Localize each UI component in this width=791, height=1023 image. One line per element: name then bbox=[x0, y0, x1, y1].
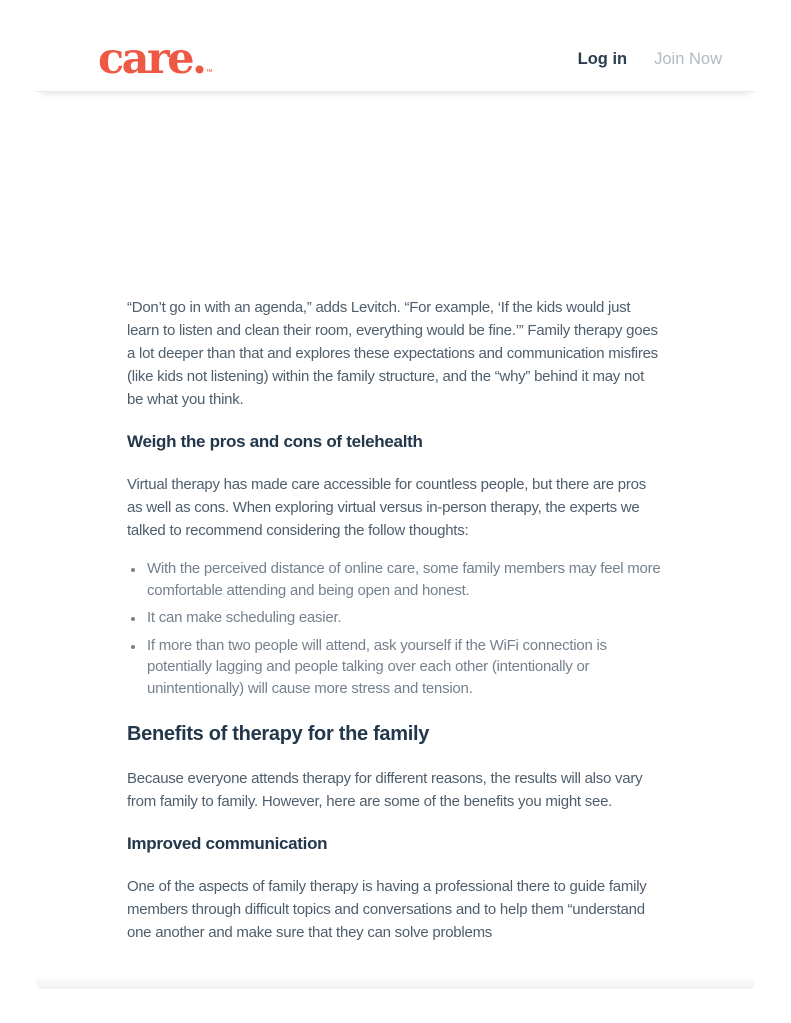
care-logo-text: care. bbox=[98, 33, 205, 84]
article-body bbox=[127, 92, 664, 944]
bottom-section-divider bbox=[36, 977, 755, 989]
section-heading-communication: Improved communication bbox=[127, 834, 328, 853]
section-heading-benefits: Benefits of therapy for the family bbox=[127, 723, 430, 745]
telehealth-considerations-list bbox=[127, 558, 664, 699]
list-item: • It can make scheduling easier. bbox=[145, 607, 664, 629]
list-item: • With the perceived distance of online care, some family members may feel more comfortable attending and being open and honest. bbox=[145, 558, 664, 601]
article-paragraph-levitch-quote: “Don’t go in with an agenda,” adds Levitch. “For example, ‘If the kids would just learn to listen and clean their room, everything would be fine.’” Family therapy goes a lot deeper than that and explores these expectations and communication misfires (like kids not listening) within the family structure, and the “why” behind it may not be what you think. bbox=[127, 299, 658, 408]
login-link[interactable]: Log in bbox=[577, 50, 628, 68]
join-now-link[interactable]: Join Now bbox=[654, 50, 722, 68]
article-paragraph-virtual-therapy: Virtual therapy has made care accessible for countless people, but there are pros as well as cons. When exploring virtual versus in-person therapy, the experts we talked to recommend considering the follow thoughts: bbox=[127, 476, 646, 539]
trademark-symbol: ™ bbox=[205, 69, 213, 77]
care-logo[interactable] bbox=[98, 33, 213, 84]
article-paragraph-benefits: Because everyone attends therapy for different reasons, the results will also vary from family to family. However, here are some of the benefits you might see. bbox=[127, 770, 643, 810]
site-header bbox=[36, 0, 755, 92]
list-item: • If more than two people will attend, ask yourself if the WiFi connection is potentially lagging and people talking over each other (intentionally or unintentionally) will cause more stress and tension. bbox=[145, 635, 664, 700]
article-paragraph-communication: One of the aspects of family therapy is having a professional there to guide family members through difficult topics and conversations and to help them “understand one another and make sure that they can solve problems bbox=[127, 878, 647, 941]
section-heading-telehealth: Weigh the pros and cons of telehealth bbox=[127, 432, 423, 451]
auth-nav bbox=[578, 50, 722, 69]
